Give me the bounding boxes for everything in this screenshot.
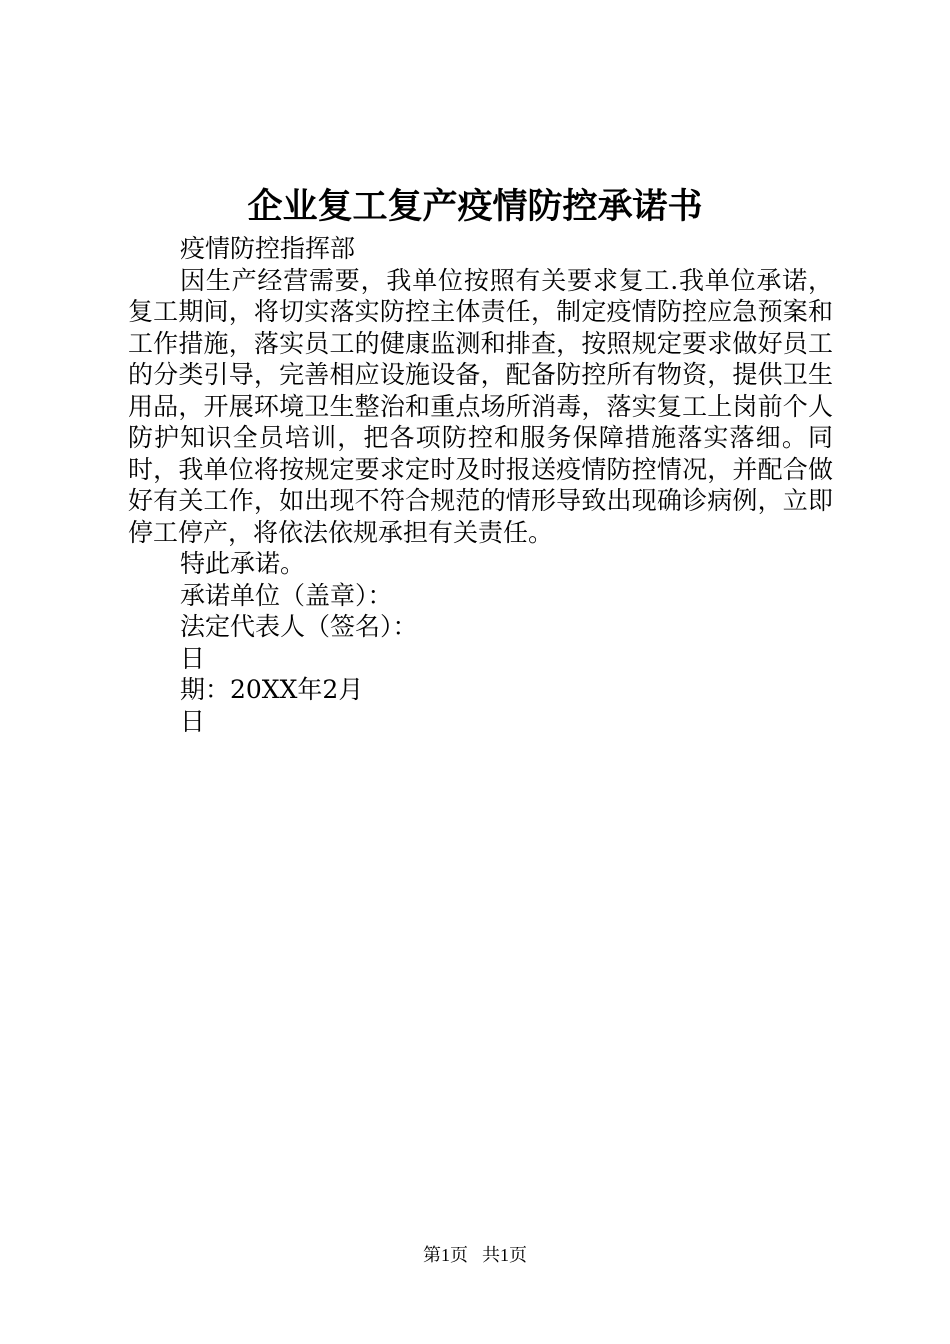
page-total: 共1页 [482, 1245, 527, 1265]
date-line-day-end: 日 [180, 706, 206, 736]
document-title: 企业复工复产疫情防控承诺书 [247, 186, 703, 227]
page-footer [0, 1242, 950, 1268]
date-line-period: 期：20XX年2月 [180, 675, 364, 704]
page-number: 第1页 [423, 1245, 468, 1265]
representative-signature-line: 法定代表人（签名）： [180, 612, 418, 641]
closing-line: 特此承诺。 [180, 549, 306, 578]
document-body [128, 233, 833, 737]
date-line-day-char: 日 [180, 643, 206, 673]
commitment-paragraph: 因生产经营需要，我单位按照有关要求复工.我单位承诺，复工期间，将切实落实防控主体责任，制定疫情防控应急预案和工作措施，落实员工的健康监测和排查，按照规定要求做好员工的分类引导，完善相应设施设备，配备防控所有物资，提供卫生用品，开展环境卫生整治和重点场所消毒，落实复工上岗前个人防护知识全员培训，把各项防控和服务保障措施落实落细。同时，我单位将按规定要求定时及时报送疫情防控情况，并配合做好有关工作，如出现不符合规范的情形导致出现确诊病例，立即停工停产，将依法依规承担有关责任。 [128, 265, 833, 547]
unit-seal-line: 承诺单位（盖章）： [180, 580, 393, 610]
recipient-line: 疫情防控指挥部 [180, 234, 356, 263]
